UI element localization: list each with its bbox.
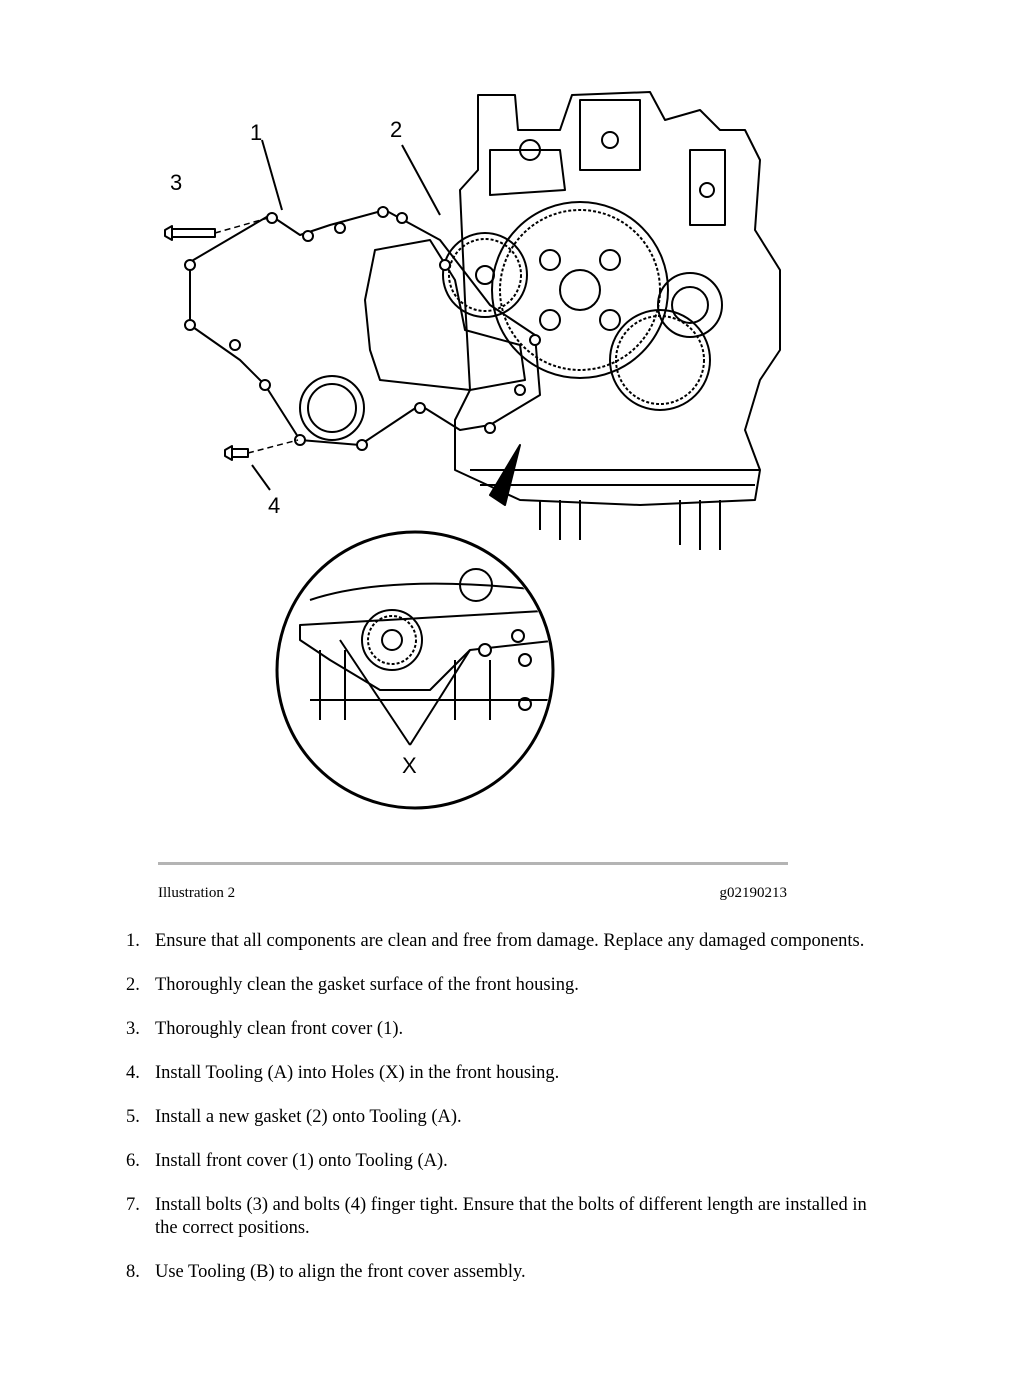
- step-item: [126, 1062, 876, 1085]
- step-item: [126, 1194, 876, 1240]
- step-number: 2.: [126, 975, 140, 995]
- engine-block-outline: [455, 92, 780, 505]
- front-cover-outline: [190, 210, 540, 445]
- step-text: Install front cover (1) onto Tooling (A).: [155, 1151, 448, 1171]
- bolt-4: [225, 446, 248, 460]
- step-item: [126, 1018, 876, 1041]
- step-number: 5.: [126, 1107, 140, 1127]
- step-number: 4.: [126, 1063, 140, 1083]
- step-text: Ensure that all components are clean and free from damage. Replace any damaged components.: [155, 931, 865, 951]
- callout-x: X: [402, 753, 417, 778]
- callout-2: 2: [390, 117, 403, 142]
- callout-4: 4: [268, 493, 281, 518]
- step-text: Use Tooling (B) to align the front cover assembly.: [155, 1262, 526, 1282]
- step-item: [126, 930, 876, 953]
- caption-divider: [158, 862, 788, 865]
- illustration-caption: Illustration 2: [158, 885, 236, 901]
- illustration-id: g02190213: [719, 885, 787, 901]
- step-item: [126, 1261, 876, 1284]
- step-number: 8.: [126, 1262, 140, 1282]
- step-text: Thoroughly clean front cover (1).: [155, 1019, 404, 1039]
- callout-1: 1: [250, 120, 263, 145]
- detail-pointer: [490, 445, 520, 505]
- procedure-steps: [126, 930, 876, 1305]
- step-text: Install a new gasket (2) onto Tooling (A).: [155, 1107, 462, 1127]
- step-item: [126, 1150, 876, 1173]
- step-text: Install Tooling (A) into Holes (X) in the front housing.: [155, 1063, 560, 1083]
- step-item: [126, 1106, 876, 1129]
- callout-3: 3: [170, 170, 183, 195]
- step-number: 6.: [126, 1151, 140, 1171]
- step-text: Thoroughly clean the gasket surface of the front housing.: [155, 975, 579, 995]
- step-item: [126, 974, 876, 997]
- step-text: Install bolts (3) and bolts (4) finger tight. Ensure that the bolts of different length are installed in the correct positions.: [155, 1195, 867, 1238]
- bolt-3: [165, 226, 215, 240]
- step-number: 3.: [126, 1019, 140, 1039]
- step-number: 1.: [126, 931, 140, 951]
- crank-seal: [300, 376, 364, 440]
- step-number: 7.: [126, 1195, 140, 1215]
- engine-front-cover-illustration: [150, 80, 800, 850]
